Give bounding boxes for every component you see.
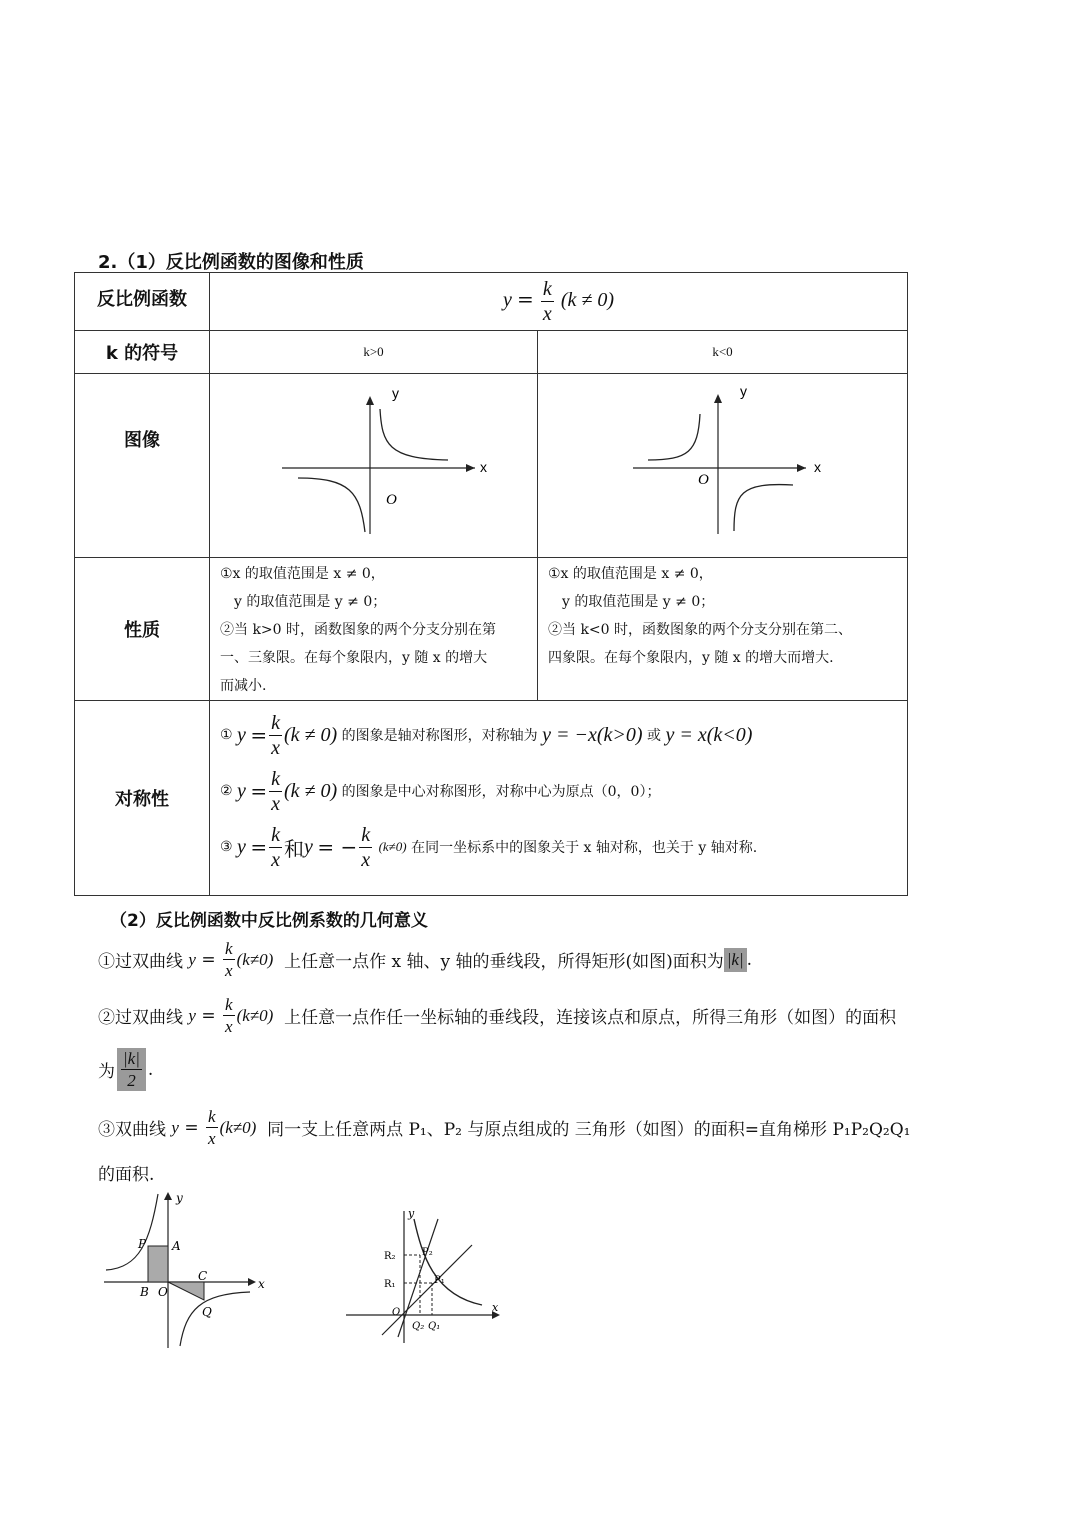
k-negative: k<0 [538,331,908,374]
row-label-graph: 图像 [75,374,210,558]
svg-text:O: O [392,1307,401,1318]
table-row [75,558,908,701]
symmetry-line-1: ① y = $\frac{k}{x}$ (k ≠ 0) 的图象是轴对称图形，对称轴为 y = −x(k>0) 或 y = x(k<0) [220,711,753,759]
svg-text:Q₁: Q₁ [428,1321,441,1332]
row-label-function: 反比例函数 [75,273,210,331]
svg-text:A: A [172,1239,181,1253]
svg-text:P: P [138,1237,147,1251]
abs-k-highlight: |k| [724,948,747,972]
properties-table [74,272,908,896]
svg-text:Q₂: Q₂ [412,1321,425,1332]
svg-text:R₂: R₂ [384,1251,396,1262]
table-row [75,701,908,896]
svg-text:x: x [258,1277,265,1291]
figure-trapezoid [342,1205,502,1345]
y-axis-label: y [392,385,399,401]
svg-text:y: y [176,1191,183,1205]
svg-text:R₁: R₁ [384,1279,396,1290]
symmetry-line-3: ③ y = $\frac{k}{x}$ 和 y = − $\frac{k}{x}$ (k≠0) 在同一坐标系中的图象关于 x 轴对称，也关于 y 轴对称. [220,823,758,871]
hyperbola-positive-svg [210,374,538,553]
origin-label: O [386,492,397,508]
svg-text:P₁: P₁ [434,1275,445,1286]
properties-k-negative: ①x 的取值范围是 x ≠ 0， y 的取值范围是 y ≠ 0； ②当 k<0 时，函数图象的两个分支分别在第二、 四象限。在每个象限内，y 随 x 的增大而增大. [538,558,908,701]
svg-text:C: C [198,1269,208,1283]
svg-text:y: y [408,1207,415,1220]
k-positive: k>0 [210,331,538,374]
hyperbola-negative-svg [538,374,908,553]
section-title: 2.（1）反比例函数的图像和性质 [98,252,364,273]
row-label-k-sign: k 的符号 [75,331,210,374]
paragraph-1: ①过双曲线 y = $\frac{k}{x}$ (k≠0) 上任意一点作 x 轴、y 轴的垂线段，所得矩形(如图)面积为 |k| . [98,939,753,980]
graph-k-positive [210,374,538,558]
symmetry-line-2: ② y = $\frac{k}{x}$ (k ≠ 0) 的图象是中心对称图形，对称中心为原点（0，0）； [220,767,661,815]
paragraph-3: ③双曲线 y = $\frac{k}{x}$ (k≠0) 同一支上任意两点 P₁、P₂ 与原点组成的 三角形（如图）的面积=直角梯形 P₁P₂Q₂Q₁ [98,1107,911,1148]
svg-text:O: O [158,1285,168,1299]
table-row [75,331,908,374]
x-axis-label: x [480,459,487,475]
function-formula: y = $\frac{k}{x}$ (k ≠ 0) [210,273,908,331]
figure-rectangle-triangle [100,1190,280,1350]
properties-k-positive: ①x 的取值范围是 x ≠ 0， y 的取值范围是 y ≠ 0； ②当 k>0 时，函数图象的两个分支分别在第 一、三象限。在每个象限内，y 随 x 的增大 而减小. [210,558,538,701]
table-row [75,273,908,331]
x-axis-label: x [814,459,821,475]
row-label-symmetry: 对称性 [75,701,210,896]
symmetry-content [210,701,908,896]
svg-text:B: B [140,1285,149,1299]
paragraph-2b: 为 $\frac{|k|}{2}$ . [98,1049,154,1090]
paragraph-3b: 的面积. [98,1165,155,1185]
svg-text:x: x [492,1301,499,1314]
svg-text:Q: Q [202,1305,212,1319]
y-axis-label: y [740,383,747,399]
row-label-properties: 性质 [75,558,210,701]
abs-k-half-highlight: $\frac{|k|}{2}$ [117,1048,146,1091]
svg-text:P₂: P₂ [422,1247,433,1258]
section2-title: （2）反比例函数中反比例系数的几何意义 [110,911,428,931]
paragraph-2: ②过双曲线 y = $\frac{k}{x}$ (k≠0) 上任意一点作任一坐标轴的垂线段，连接该点和原点，所得三角形（如图）的面积 [98,995,897,1036]
origin-label: O [698,472,709,488]
table-row [75,374,908,558]
graph-k-negative [538,374,908,558]
